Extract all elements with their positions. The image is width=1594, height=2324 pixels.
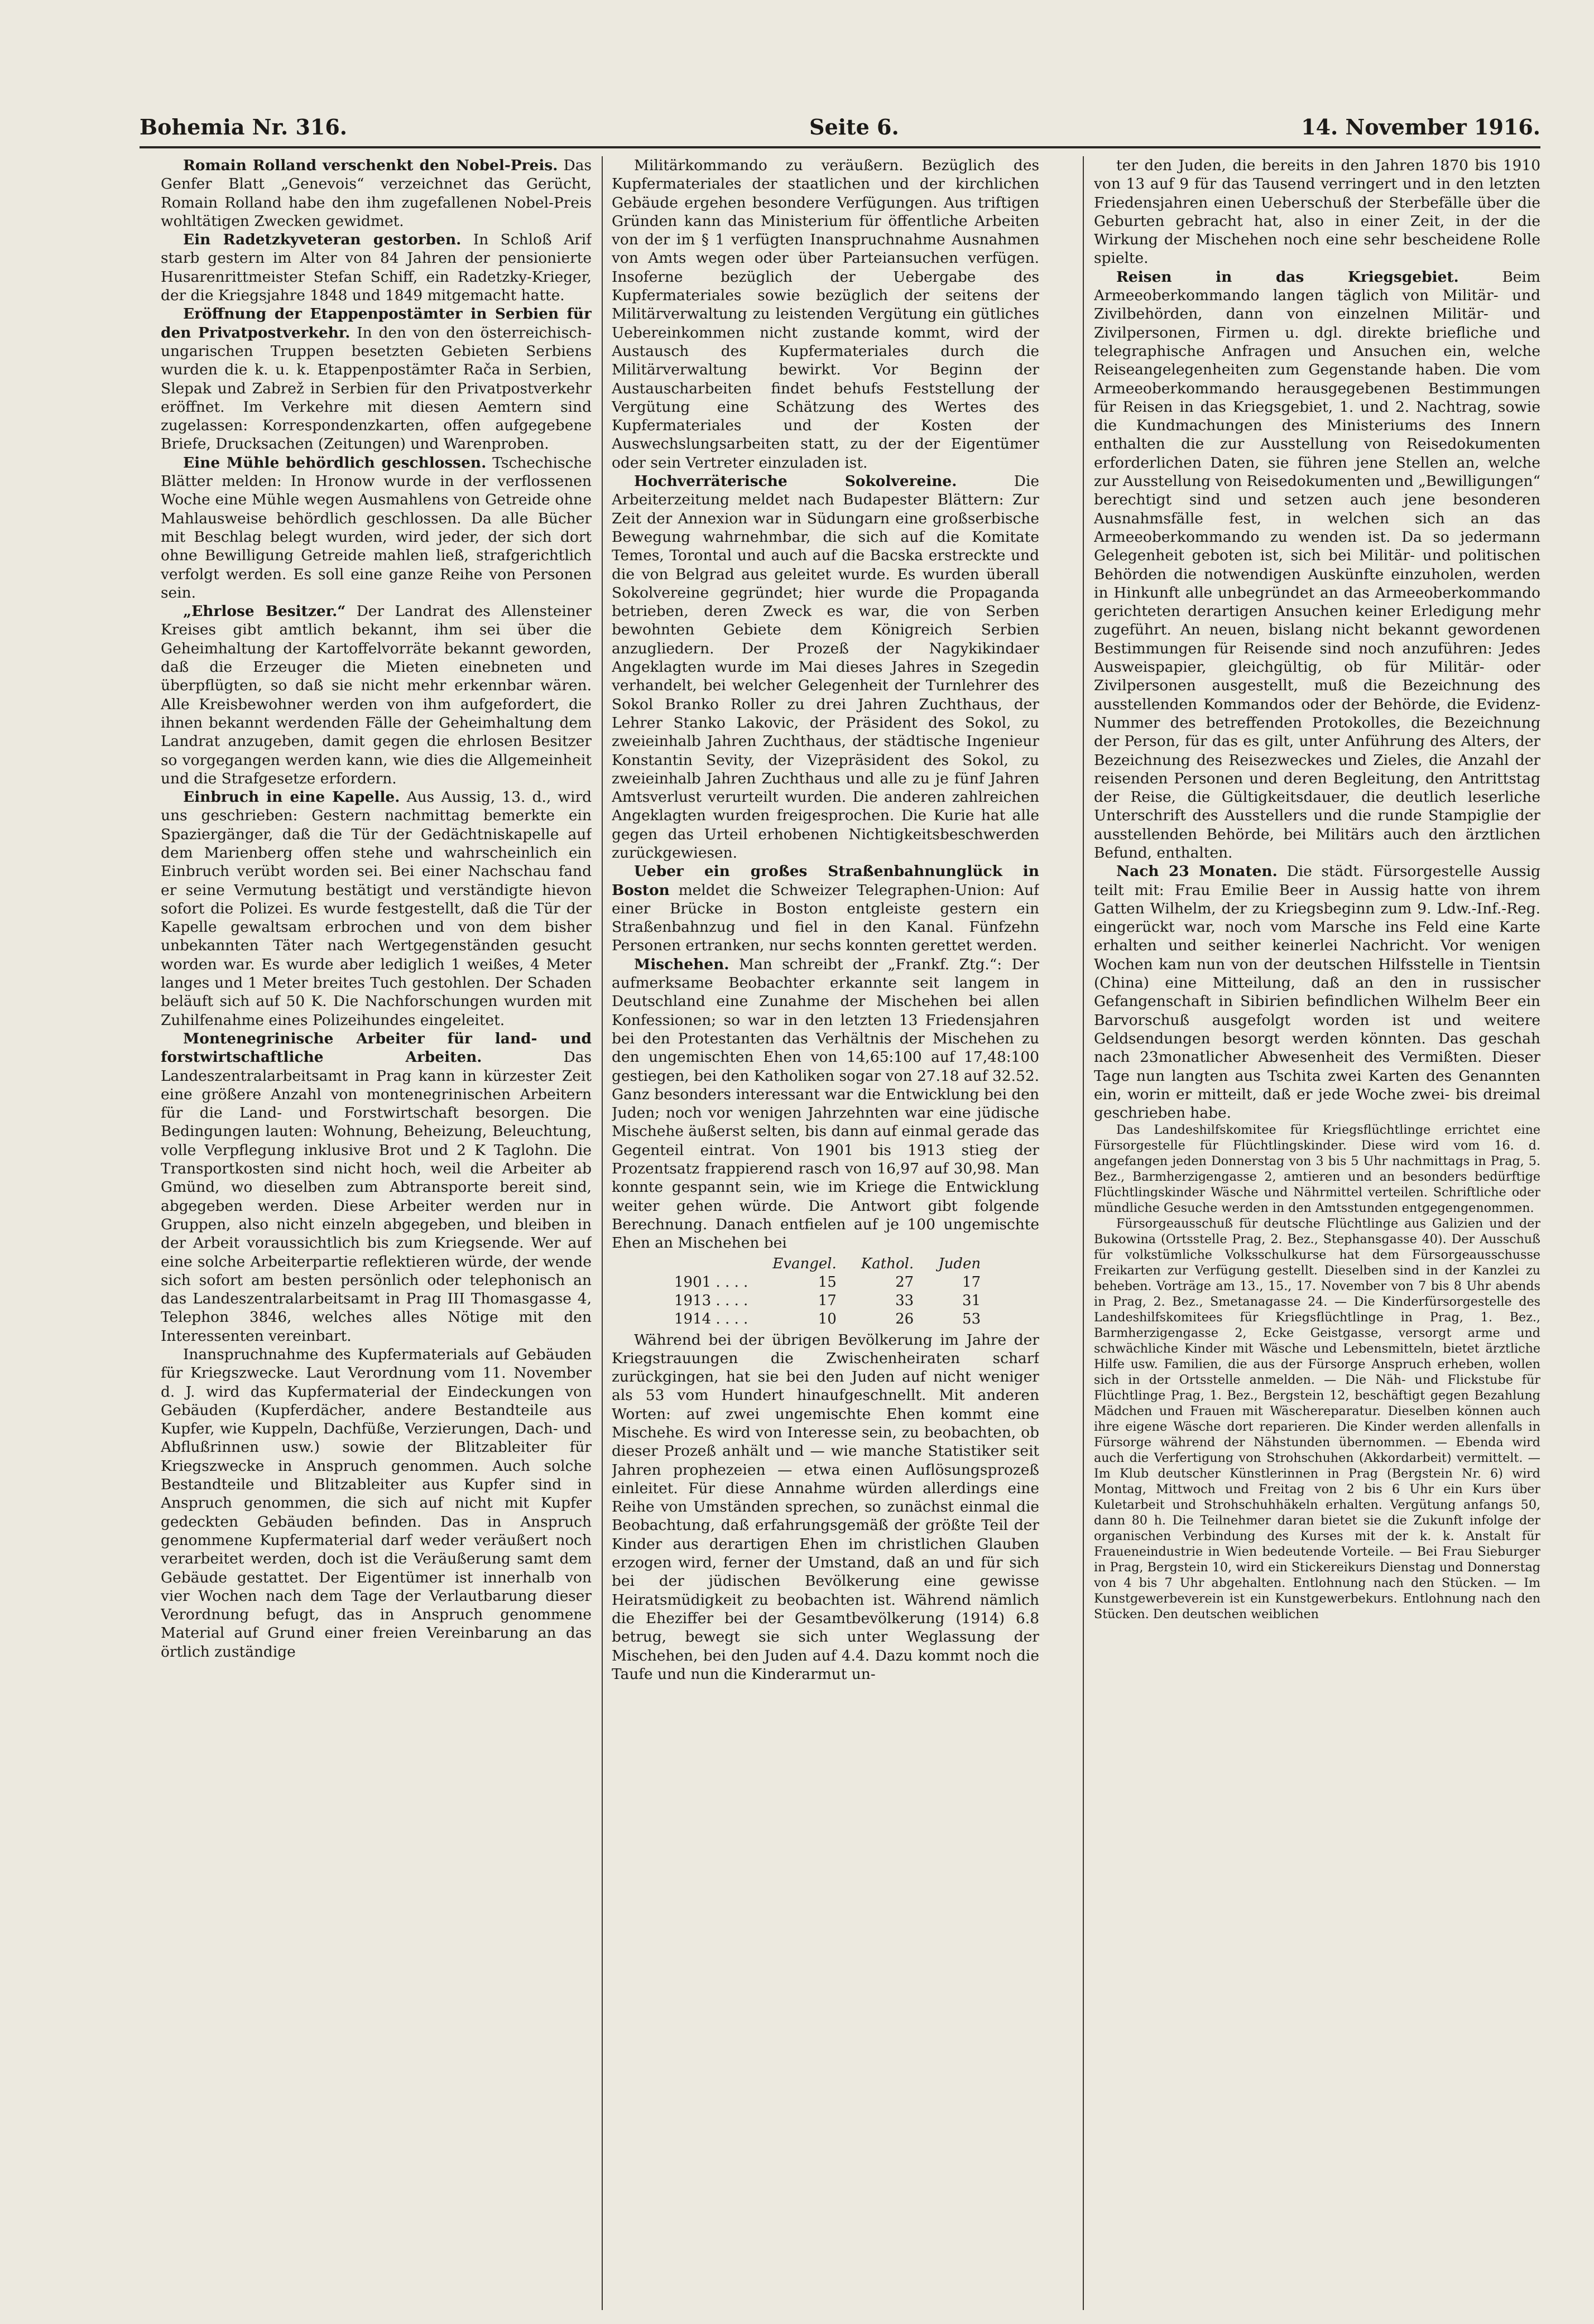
- column-divider: [1083, 156, 1084, 2310]
- article-paragraph: [612, 156, 1039, 472]
- article-text: Das Landeshilfskomitee für Kriegsflüchtlinge errichtet eine Fürsorgestelle für Flüchtlingskinder. Diese wird vom 16. d. angefangen jeden Donnerstag von 3 bis 5 Uhr nachmittags in Prag, 5. Bez., Barmherzigengasse 2, amtieren und an besonders bedürftige Flüchtlingskinder Wäsche und Nährmittel verteilen. Schriftliche oder mündliche Gesuche werden in den Amtsstunden entgegengenommen.: [1094, 1123, 1540, 1216]
- table-header-cell: [662, 1255, 760, 1273]
- table-cell: 1914 . . . .: [674, 1310, 748, 1327]
- table-header-cell: Evangel.: [772, 1255, 837, 1272]
- header-page-number: Seite 6.: [809, 114, 899, 139]
- table-cell: 15: [818, 1273, 837, 1291]
- article-text: Militärkommando zu veräußern. Bezüglich des Kupfermateriales der staatlichen und der kirchlichen Gebäude ergehen besondere Verfügungen. Aus triftigen Gründen kann das Ministerium für öffentliche Arbeiten von der im § 1 verfügten Inanspruchnahme Ausnahmen von Amts wegen oder über Parteiansuchen verfügen. Insoferne bezüglich der Uebergabe des Kupfermateriales sowie bezüglich der seitens der Militärverwaltung zu leistenden Vergütung ein gütliches Uebereinkommen nicht zustande kommt, wird der Austausch des Kupfermateriales durch die Militärverwaltung bewirkt. Vor Beginn der Austauscharbeiten findet behufs Feststellung der Vergütung eine Schätzung des Wertes des Kupfermateriales und der Kosten der Auswechslungsarbeiten statt, zu der der Eigentümer oder sein Vertreter einzuladen ist.: [612, 157, 1039, 471]
- article-text: Tschechische Blätter melden: In Hronow wurde in der verflossenen Woche eine Mühle wegen Ausmahlens von Getreide ohne Mahlausweise behördlich geschlossen. Da alle Bücher mit Beschlag belegt wurden, wird jeder, der sich dort ohne Bewilligung Getreide mahlen ließ, strafgerichtlich verfolgt werden. Es soll eine ganze Reihe von Personen sein.: [161, 454, 592, 602]
- table-cell: 1901 . . . .: [674, 1273, 748, 1291]
- article-text: Aus Aussig, 13. d., wird uns geschrieben: Gestern nachmittag bemerkte ein Spaziergänger, daß die Tür der Gedächtniskapelle auf dem Marienberg offen stehe und wahrscheinlich ein Einbruch verübt worden sei. Bei einer Nachschau fand er seine Vermutung bestätigt und verständigte hievon sofort die Polizei. Es wurde festgestellt, daß die Tür der Kapelle gewaltsam erbrochen und von dem bisher unbekannten Täter nach Wertgegenständen gesucht worden war. Es wurde aber lediglich 1 weißes, 4 Meter langes und 1 Meter breites Tuch gestohlen. Der Schaden beläuft sich auf 50 K. Die Nachforschungen wurden mit Zuhilfenahme eines Polizeihundes eingeleitet.: [161, 788, 592, 1029]
- article-text: Fürsorgeausschuß für deutsche Flüchtlinge aus Galizien und der Bukowina (Ortsstelle Prag, 2. Bez., Stephansgasse 40). Der Ausschuß für volkstümliche Volksschulkurse hat dem Fürsorgeausschusse Freikarten zur Verfügung gestellt. Dieselben sind in der Kanzlei zu beheben. Vorträge am 13., 15., 17. November von 7 bis 8 Uhr abends in Prag, 2. Bez., Smetanagasse 24. — Die Kinderfürsorgestelle des Landeshilfskomitees für Kriegsflüchtlinge in Prag, 1. Bez., Barmherzigengasse 2, Ecke Geistgasse, versorgt arme und schwächliche Kinder mit Wäsche und Lebensmitteln, bietet ärztliche Hilfe usw. Familien, die aus der Fürsorge Anspruch erheben, wollen sich in der Ortsstelle anmelden. — Die Näh- und Flickstube für Flüchtlinge Prag, 1. Bez., Bergstein 12, beschäftigt gegen Bezahlung Mädchen und Frauen mit Wäschereparatur. Dieselben können auch ihre eigene Wäsche dort reparieren. Die Kinder werden allenfalls in Fürsorge während der Nähstunden übernommen. — Ebenda wird auch die Verfertigung von Strohschuhen (Akkordarbeit) vermittelt. — Im Klub deutscher Künstlerinnen in Prag (Bergstein Nr. 6) wird Montag, Mittwoch und Freitag von 2 bis 6 Uhr ein Kurs über Kuletarbeit und Strohschuhhäkeln erhalten. Vergütung anfangs 50, dann 80 h. Die Teilnehmer daran bietet sie die Zukunft infolge der organischen Verbindung des Kurses mit der k. k. Anstalt für Fraueneindustrie in Wien bedeutende Vorteile. — Bei Frau Sieburger in Prag, Bergstein 10, wird ein Stickereikurs Dienstag und Donnerstag von 4 bis 7 Uhr abgehalten. Entlohnung nach den Stücken. — Im Kunstgewerbeverein ist ein Kunstgewerbekurs. Entlohnung nach den Stücken. Den deutschen weiblichen: [1094, 1216, 1540, 1622]
- article-paragraph: [1094, 268, 1540, 863]
- article-headline: Einbruch in eine Kapelle.: [183, 788, 400, 806]
- article-paragraph: [1094, 1122, 1540, 1216]
- article-paragraph: [1094, 1216, 1540, 1622]
- header-rule: [140, 146, 1540, 148]
- article-text: Das Genfer Blatt „Genevois“ verzeichnet das Gerücht, Romain Rolland habe den ihm zugefallenen Nobel-Preis wohltätigen Zwecken gewidmet.: [161, 157, 592, 230]
- article-paragraph: [161, 454, 592, 602]
- article-paragraph: [161, 230, 592, 305]
- table-cell: 17: [818, 1292, 837, 1309]
- article-headline: Nach 23 Monaten.: [1116, 863, 1278, 880]
- article-headline: Reisen in das Kriegsgebiet.: [1116, 268, 1459, 286]
- table-cell: 53: [962, 1310, 981, 1327]
- header-date: 14. November 1916.: [1301, 114, 1540, 139]
- header-masthead: Bohemia Nr. 316.: [140, 114, 348, 139]
- article-headline: Eröffnung der Etappenpostämter in Serbien für den Privatpostverkehr.: [161, 305, 592, 341]
- article-text: meldet die Schweizer Telegraphen-Union: Auf einer Brücke in Boston entgleiste gestern ein Straßenbahnzug und fiel in den Kanal. Fünfzehn Personen ertranken, nur sechs konnten gerettet werden.: [612, 881, 1039, 955]
- table-row: [662, 1292, 993, 1310]
- article-paragraph: [612, 472, 1039, 862]
- article-paragraph: [161, 788, 592, 1029]
- article-headline: „Ehrlose Besitzer.“: [183, 603, 346, 620]
- table-cell: 31: [962, 1292, 981, 1309]
- article-paragraph: [161, 305, 592, 453]
- article-text: Die städt. Fürsorgestelle Aussig teilt mit: Frau Emilie Beer in Aussig hatte von ihrem Gatten Wilhelm, der zu Kriegsbeginn zum 9. Ldw.-Inf.-Reg. eingerückt war, noch vom Marsche ins Feld eine Karte erhalten und seither keinerlei Nachricht. Vor wenigen Wochen kam nun von der deutschen Hilfsstelle in Tientsin (China) eine Mitteilung, daß an den in russischer Gefangenschaft in Sibirien befindlichen Wilhelm Beer ein Barvorschuß ausgefolgt worden ist und weitere Geldsendungen besorgt werden könnten. Das geschah nach 23monatlicher Abwesenheit des Vermißten. Dieser Tage nun langten aus Tschita zwei Karten des Genannten ein, worin er mitteilt, daß er jede Woche zwei- bis dreimal geschrieben habe.: [1094, 863, 1540, 1122]
- column-divider: [602, 156, 603, 2310]
- article-paragraph: [1094, 862, 1540, 1122]
- article-headline: Mischehen.: [634, 955, 729, 973]
- column-1: [161, 156, 592, 2310]
- article-text: Das Landeszentralarbeitsamt in Prag kann in kürzester Zeit eine größere Anzahl von montenegrinischen Arbeitern für die Land- und Forstwirtschaft besorgen. Die Bedingungen lauten: Wohnung, Beheizung, Beleuchtung, volle Verpflegung inklusive Brot und 2 K Taglohn. Die Transportkosten sind nicht hoch, weil die Arbeiter ab Gmünd, wo dieselben zum Abtransporte bereit sind, abgegeben werden. Diese Arbeiter werden nur in Gruppen, also nicht einzeln abgegeben, und bleiben in der Arbeit voraussichtlich bis zum Kriegsende. Wer auf eine solche Arbeiterpartie reflektieren würde, der wende sich sofort am besten persönlich oder telephonisch an das Landeszentralarbeitsamt in Prag III Thomasgasse 4, Telephon 3846, welches alles Nötige mit den Interessenten vereinbart.: [161, 1048, 592, 1345]
- article-text: Inanspruchnahme des Kupfermaterials auf Gebäuden für Kriegszwecke. Laut Verordnung vom 11. November d. J. wird das Kupfermaterial der Eindeckungen von Gebäuden (Kupferdächer, andere Bestandteile aus Kupfer, wie Kuppeln, Dachfüße, Verzierungen, Dach- und Abflußrinnen usw.) sowie der Blitzableiter für Kriegszwecke in Anspruch genommen. Auch solche Bestandteile und Blitzableiter aus Kupfer sind in Anspruch genommen, die sich auf nicht mit Kupfer gedeckten Gebäuden befinden. Das in Anspruch genommene Kupfermaterial darf weder veräußert noch verarbeitet werden, doch ist die Veräußerung samt dem Gebäude gestattet. Der Eigentümer ist innerhalb von vier Wochen nach dem Tage der Verlautbarung dieser Verordnung befugt, das in Anspruch genommene Material auf Grund einer freien Vereinbarung an das örtlich zuständige: [161, 1346, 592, 1661]
- table-row: [662, 1310, 993, 1329]
- article-text: Während bei der übrigen Bevölkerung im Jahre der Kriegstrauungen die Zwischenheiraten scharf zurückgingen, hat sie bei den Juden auf nicht weniger als 53 vom Hundert hinaufgeschnellt. Mit anderen Worten: auf zwei ungemischte Ehen kommt eine Mischehe. Es wird von Interesse sein, zu beobachten, ob dieser Prozeß anhält und — wie manche Statistiker seit Jahren prophezeien — etwa einen Auflösungsprozeß einleitet. Für diese Annahme würden allerdings eine Reihe von Umständen sprechen, so zunächst einmal die Beobachtung, daß erfahrungsgemäß der größte Teil der Kinder aus derartigen Ehen im christlichen Glauben erzogen wird, ferner der Umstand, daß an und für sich bei der jüdischen Bevölkerung eine gewisse Heiratsmüdigkeit zu beobachten ist. Während nämlich die Eheziffer bei der Gesamtbevölkerung (1914) 6.8 betrug, bewegt sie sich unter Weglassung der Mischehen, bei den Juden auf 4.4. Dazu kommt noch die Taufe und nun die Kinderarmut un-: [612, 1331, 1039, 1683]
- column-2: [612, 156, 1039, 2310]
- column-3: [1094, 156, 1540, 2310]
- article-headline: Eine Mühle behördlich geschlossen.: [183, 454, 487, 471]
- article-text: Man schreibt der „Frankf. Ztg.“: Der aufmerksame Beobachter erkannte seit langem in Deutschland eine Zunahme der Mischehen bei allen Konfessionen; so war in den letzten 13 Friedensjahren bei den Protestanten das Verhältnis der Mischehen zu den ungemischten Ehen von 14,65:100 auf 17,48:100 gestiegen, bei den Katholiken sogar von 27.18 auf 32.52. Ganz besonders interessant war die Entwicklung bei den Juden; noch vor wenigen Jahrzehnten war eine jüdische Mischehe äußerst selten, bis dann auf einmal gerade das Gegenteil eintrat. Von 1901 bis 1913 stieg der Prozentsatz frappierend rasch von 16,97 auf 30,98. Man konnte gespannt sein, wie im Kriege die Entwicklung weiter gehen würde. Die Antwort gibt folgende Berechnung. Danach entfielen auf je 100 ungemischte Ehen an Mischehen bei: [612, 955, 1039, 1252]
- page-header: [140, 114, 1540, 148]
- article-paragraph: [161, 602, 592, 788]
- article-paragraph: [161, 1029, 592, 1345]
- article-paragraph: [1094, 156, 1540, 268]
- table-cell: 33: [895, 1292, 914, 1309]
- table-header-cell: Kathol.: [861, 1255, 914, 1272]
- table-cell: 27: [895, 1273, 914, 1291]
- table-cell: 26: [895, 1310, 914, 1327]
- article-text: In den von den österreichisch-ungarischen Truppen besetzten Gebieten Serbiens wurden die k. u. k. Etappenpostämter Rača in Serbien, Slepak und Zabrež in Serbien für den Privatpostverkehr eröffnet. Im Verkehre mit diesen Aemtern sind zugelassen: Korrespondenzkarten, offen aufgegebene Briefe, Drucksachen (Zeitungen) und Warenproben.: [161, 324, 592, 453]
- article-text: Beim Armeeoberkommando langen täglich von Militär- und Zivilbehörden, dann von einzelnen Militär- und Zivilpersonen, Firmen u. dgl. direkte briefliche und telegraphische Anfragen und Ansuchen ein, welche Reiseangelegenheiten zum Gegenstande haben. Die vom Armeeoberkommando herausgegebenen Bestimmungen für Reisen in das Kriegsgebiet, 1. und 2. Nachtrag, sowie die Kundmachungen des Ministeriums des Innern enthalten die zur Ausstellung von Reisedokumenten erforderlichen Daten, sie führen jene Stellen an, welche zur Ausstellung von Reisedokumenten und „Bewilligungen“ berechtigt sind und setzen auch jene besonderen Ausnahmsfälle fest, in welchen sich an das Armeeoberkommando zu wenden ist. Da so jedermann Gelegenheit geboten ist, sich bei Militär- und politischen Behörden die notwendigen Auskünfte einzuholen, werden in Hinkunft alle unbegründet an das Armeeoberkommando gerichteten derartigen Ansuchen keiner Erledigung mehr zugeführt. An neuen, bislang nicht bekannt gewordenen Bestimmungen für Reisende sind noch anzuführen: Jedes Ausweispapier, gleichgültig, ob für Militär- oder Zivilpersonen ausgestellt, muß die Bezeichnung des ausstellenden Kommandos oder der Behörde, die Evidenz-Nummer des betreffenden Protokolles, die Bezeichnung der Person, für das es gilt, unter Anführung des Alters, der Bezeichnung des Reisezweckes und Zieles, die Anzahl der reisenden Personen und deren Begleitung, den Antrittstag der Reise, die Gültigkeitsdauer, die deutlich leserliche Unterschrift des Ausstellers und die runde Stampiglie der ausstellenden Behörde, bei Militärs auch den ärztlichen Befund, enthalten.: [1094, 268, 1540, 862]
- table-cell: 10: [818, 1310, 837, 1327]
- article-paragraph: [612, 955, 1039, 1253]
- article-headline: Ein Radetzkyveteran gestorben.: [183, 231, 462, 249]
- article-text: In Schloß Arif starb gestern im Alter von 84 Jahren der pensionierte Husarenrittmeister Stefan Schiff, ein Radetzky-Krieger, der die Kriegsjahre 1848 und 1849 mitgemacht hatte.: [161, 231, 592, 305]
- table-header-cell: Juden: [938, 1255, 981, 1272]
- article-headline: Ueber ein großes Straßenbahnunglück in Boston: [612, 863, 1039, 899]
- article-paragraph: [612, 1331, 1039, 1684]
- mixed-marriage-table: [662, 1255, 993, 1329]
- table-row: [662, 1273, 993, 1292]
- article-headline: Romain Rolland verschenkt den Nobel-Preis.: [183, 157, 558, 174]
- article-text: Die Arbeiterzeitung meldet nach Budapester Blättern: Zur Zeit der Annexion war in Südungarn eine großserbische Bewegung wahrnehmbar, die sich auf die Komitate Temes, Torontal und auch auf die Bacska erstreckte und die von Belgrad aus geleitet wurde. Es wurden überall Sokolvereine gegründet; hier wurde die Propaganda betrieben, deren Zweck es war, die von Serben bewohnten Gebiete dem Königreich Serbien anzugliedern. Der Prozeß der Nagykikindaer Angeklagten wurde im Mai dieses Jahres in Szegedin verhandelt, bei welcher Gelegenheit der Turnlehrer des Sokol Branko Roller zu drei Jahren Zuchthaus, der Lehrer Stanko Lakovic, der Präsident des Sokol, zu zweieinhalb Jahren Zuchthaus, der städtische Ingenieur Konstantin Sevity, der Vizepräsident des Sokol, zu zweieinhalb Jahren Zuchthaus und alle zu je fünf Jahren Amtsverlust verurteilt wurden. Die anderen zahlreichen Angeklagten wurden freigesprochen. Die Kurie hat alle gegen das Urteil erhobenen Nichtigkeitsbeschwerden zurückgewiesen.: [612, 473, 1039, 862]
- table-cell: 17: [962, 1273, 981, 1291]
- article-headline: Montenegrinische Arbeiter für land- und forstwirtschaftliche Arbeiten.: [161, 1029, 592, 1066]
- article-text: ter den Juden, die bereits in den Jahren 1870 bis 1910 von 13 auf 9 für das Tausend verringert und in den letzten Friedensjahren einen Ueberschuß der Sterbefälle über die Geburten gebracht hat, also in einer Zeit, in der die Wirkung der Mischehen noch eine sehr bescheidene Rolle spielte.: [1094, 157, 1540, 267]
- table-cell: 1913 . . . .: [674, 1292, 748, 1309]
- article-text: Der Landrat des Allensteiner Kreises gibt amtlich bekannt, ihm sei über die Geheimhaltung der Kartoffelvorräte bekannt geworden, daß die Erzeuger die Mieten einebneten und überpflügten, so daß sie nicht mehr erkennbar wären. Alle Kreisbewohner werden von ihm aufgefordert, die ihnen bekannt werdenden Fälle der Geheimhaltung dem Landrat anzugeben, damit gegen die ehrlosen Besitzer so vorgegangen werden kann, wie dies die Allgemeinheit und die Strafgesetze erfordern.: [161, 603, 592, 787]
- article-paragraph: [161, 156, 592, 230]
- article-headline: Hochverräterische Sokolvereine.: [634, 473, 957, 490]
- article-paragraph: [161, 1345, 592, 1661]
- article-paragraph: [612, 862, 1039, 955]
